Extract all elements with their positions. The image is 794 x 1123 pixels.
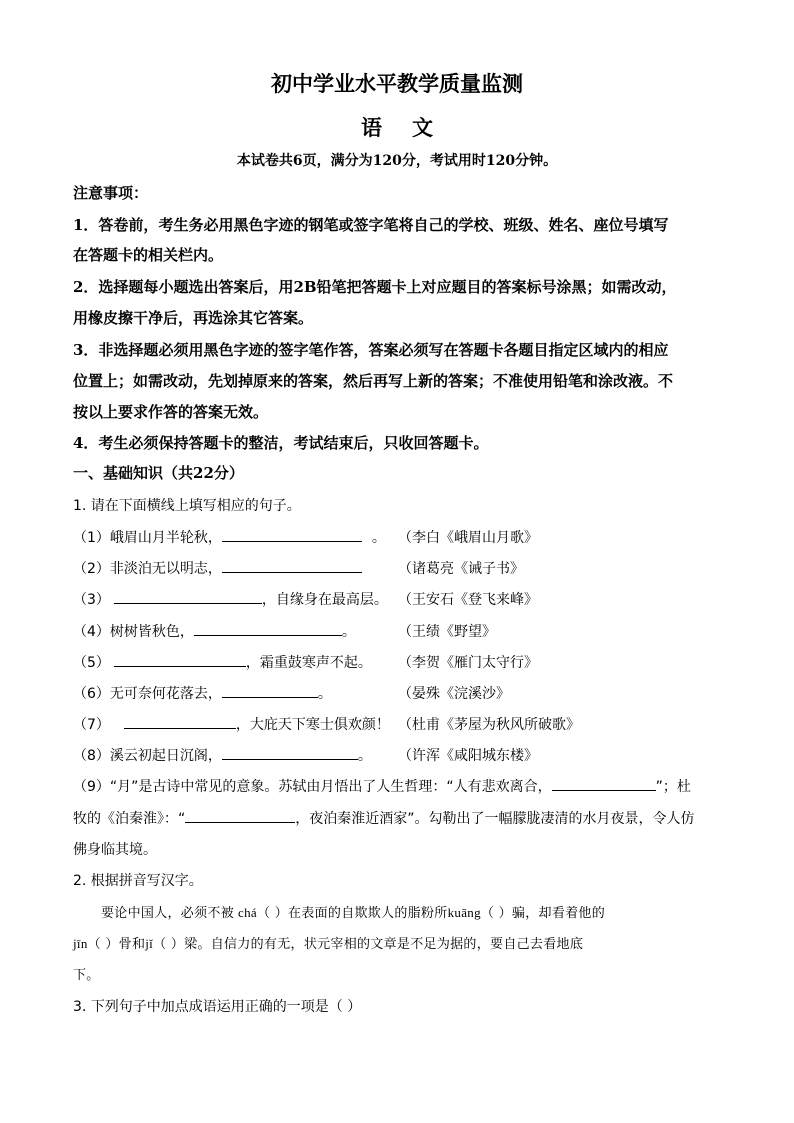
pinyin: chá	[238, 905, 257, 920]
q1-item-8-source: （许浑《咸阳城东楼》	[398, 748, 538, 764]
notice-item-3-line-2: 位置上；如需改动，先划掉原来的答案，然后再写上新的答案；不准使用铅笔和涂改液。不	[73, 372, 674, 390]
q1-item-1	[73, 527, 386, 547]
notice-item-4: 4．考生必须保持答题卡的整洁，考试结束后，只收回答题卡。	[73, 434, 489, 452]
q1-item-3-source: （王安石《登飞来峰》	[398, 592, 538, 608]
exam-title: 初中学业水平教学质量监测	[271, 71, 523, 96]
item-number: （2）	[73, 561, 110, 577]
notice-heading: 注意事项：	[73, 184, 149, 202]
question-3-stem: 3. 下列句子中加点成语运用正确的一项是（ ）	[73, 999, 362, 1015]
pinyin: jīn	[73, 936, 88, 951]
verse-before: 溪云初起日沉阁，	[109, 748, 222, 764]
verse-after: 。	[317, 686, 332, 702]
q1-item-9-line-2	[73, 808, 695, 828]
answer-blank[interactable]	[185, 810, 295, 823]
verse-after: ，霜重鼓寒声不起。	[245, 655, 372, 671]
verse-before: 无可奈何花落去，	[109, 686, 222, 702]
answer-blank[interactable]	[222, 529, 362, 542]
q1-item-3	[73, 589, 388, 609]
item-number: （5）	[73, 655, 110, 671]
item-number: （6）	[73, 686, 110, 702]
item-9-text: ，夜泊秦淮近酒家”。勾勒出了一幅朦胧凄清的水月夜景，令人仿	[295, 811, 695, 827]
question-2-stem: 2. 根据拼音写汉字。	[73, 873, 203, 889]
verse-after: 。	[371, 530, 386, 546]
answer-blank[interactable]	[222, 747, 358, 760]
q1-item-4-source: （王绩《野望》	[398, 624, 496, 640]
q2-passage-line-3: 下。	[73, 968, 100, 983]
q1-item-7-source: （杜甫《茅屋为秋风所破歌》	[398, 717, 580, 733]
q1-item-9-line-1	[73, 776, 691, 796]
verse-after: 。	[341, 624, 356, 640]
verse-after: ，自缘身在最高层。	[261, 592, 388, 608]
answer-blank[interactable]	[222, 685, 318, 698]
verse-before: 非淡泊无以明志，	[109, 561, 222, 577]
answer-blank[interactable]	[552, 778, 656, 791]
passage-text[interactable]: （ ）骗，却看着他的	[480, 906, 606, 921]
q1-item-7	[73, 714, 390, 734]
item-number: （4）	[73, 624, 110, 640]
pinyin: jǐ	[145, 936, 154, 951]
q1-item-9-line-3: 佛身临其境。	[73, 842, 157, 858]
verse-after: ，大庇天下寒士俱欢颜！	[235, 717, 390, 733]
item-9-text: ”；杜	[655, 779, 691, 795]
item-9-text: （9）“月”是古诗中常见的意象。苏轼由月悟出了人生哲理：“人有悲欢离合，	[73, 779, 552, 795]
notice-item-2-line-1: 2．选择题每小题选出答案后，用2B铅笔把答题卡上对应题目的答案标号涂黑；如需改动，	[73, 278, 677, 296]
pinyin: kuāng	[447, 905, 481, 920]
answer-blank[interactable]	[114, 654, 246, 667]
item-9-text: 牧的《泊秦淮》：“	[73, 811, 186, 827]
answer-blank[interactable]	[124, 716, 236, 729]
item-number: （8）	[73, 748, 110, 764]
item-number: （1）	[73, 530, 110, 546]
notice-item-2-line-2: 用橡皮擦干净后，再选涂其它答案。	[73, 309, 314, 327]
passage-text[interactable]: （ ）梁。自信力的有无，状元宰相的文章是不足为据的，要自己去看地底	[153, 937, 584, 952]
verse-after: 。	[357, 748, 372, 764]
notice-item-1-line-2: 在答题卡的相关栏内。	[73, 246, 224, 264]
exam-info: 本试卷共6页，满分为120分，考试用时120分钟。	[236, 153, 558, 169]
q1-item-2	[73, 558, 362, 578]
passage-text[interactable]: （ ）骨和	[87, 937, 146, 952]
answer-blank[interactable]	[114, 591, 262, 604]
answer-blank[interactable]	[194, 623, 342, 636]
q1-item-6	[73, 683, 332, 703]
item-number: （7）	[73, 717, 110, 733]
notice-item-1-line-1: 1．答卷前，考生务必用黑色字迹的钢笔或签字笔将自己的学校、班级、姓名、座位号填写	[73, 216, 669, 234]
passage-text[interactable]: （ ）在表面的自欺欺人的脂粉所	[256, 906, 448, 921]
notice-item-3-line-3: 按以上要求作答的答案无效。	[73, 403, 269, 421]
question-1-stem: 1. 请在下面横线上填写相应的句子。	[73, 498, 301, 514]
notice-item-3-line-1: 3．非选择题必须用黑色字迹的签字笔作答，答案必须写在答题卡各题目指定区域内的相应	[73, 341, 669, 359]
q1-item-8	[73, 745, 372, 765]
verse-before: 峨眉山月半轮秋，	[109, 530, 222, 546]
q1-item-6-source: （晏殊《浣溪沙》	[398, 686, 510, 702]
q1-item-5-source: （李贺《雁门太守行》	[398, 655, 538, 671]
section-1-heading: 一、基础知识（共22分）	[73, 464, 244, 482]
q2-passage-line-1	[101, 902, 605, 921]
q1-item-4	[73, 621, 356, 641]
item-number: （3）	[73, 592, 110, 608]
q1-item-1-source: （李白《峨眉山月歌》	[398, 530, 538, 546]
q1-item-5	[73, 652, 372, 672]
verse-before: 树树皆秋色，	[109, 624, 194, 640]
q2-passage-line-2	[73, 933, 583, 952]
passage-text: 要论中国人，必须不被	[101, 906, 235, 921]
answer-blank[interactable]	[222, 560, 362, 573]
subject-title: 语文	[361, 115, 463, 140]
q1-item-2-source: （诸葛亮《诫子书》	[398, 561, 524, 577]
